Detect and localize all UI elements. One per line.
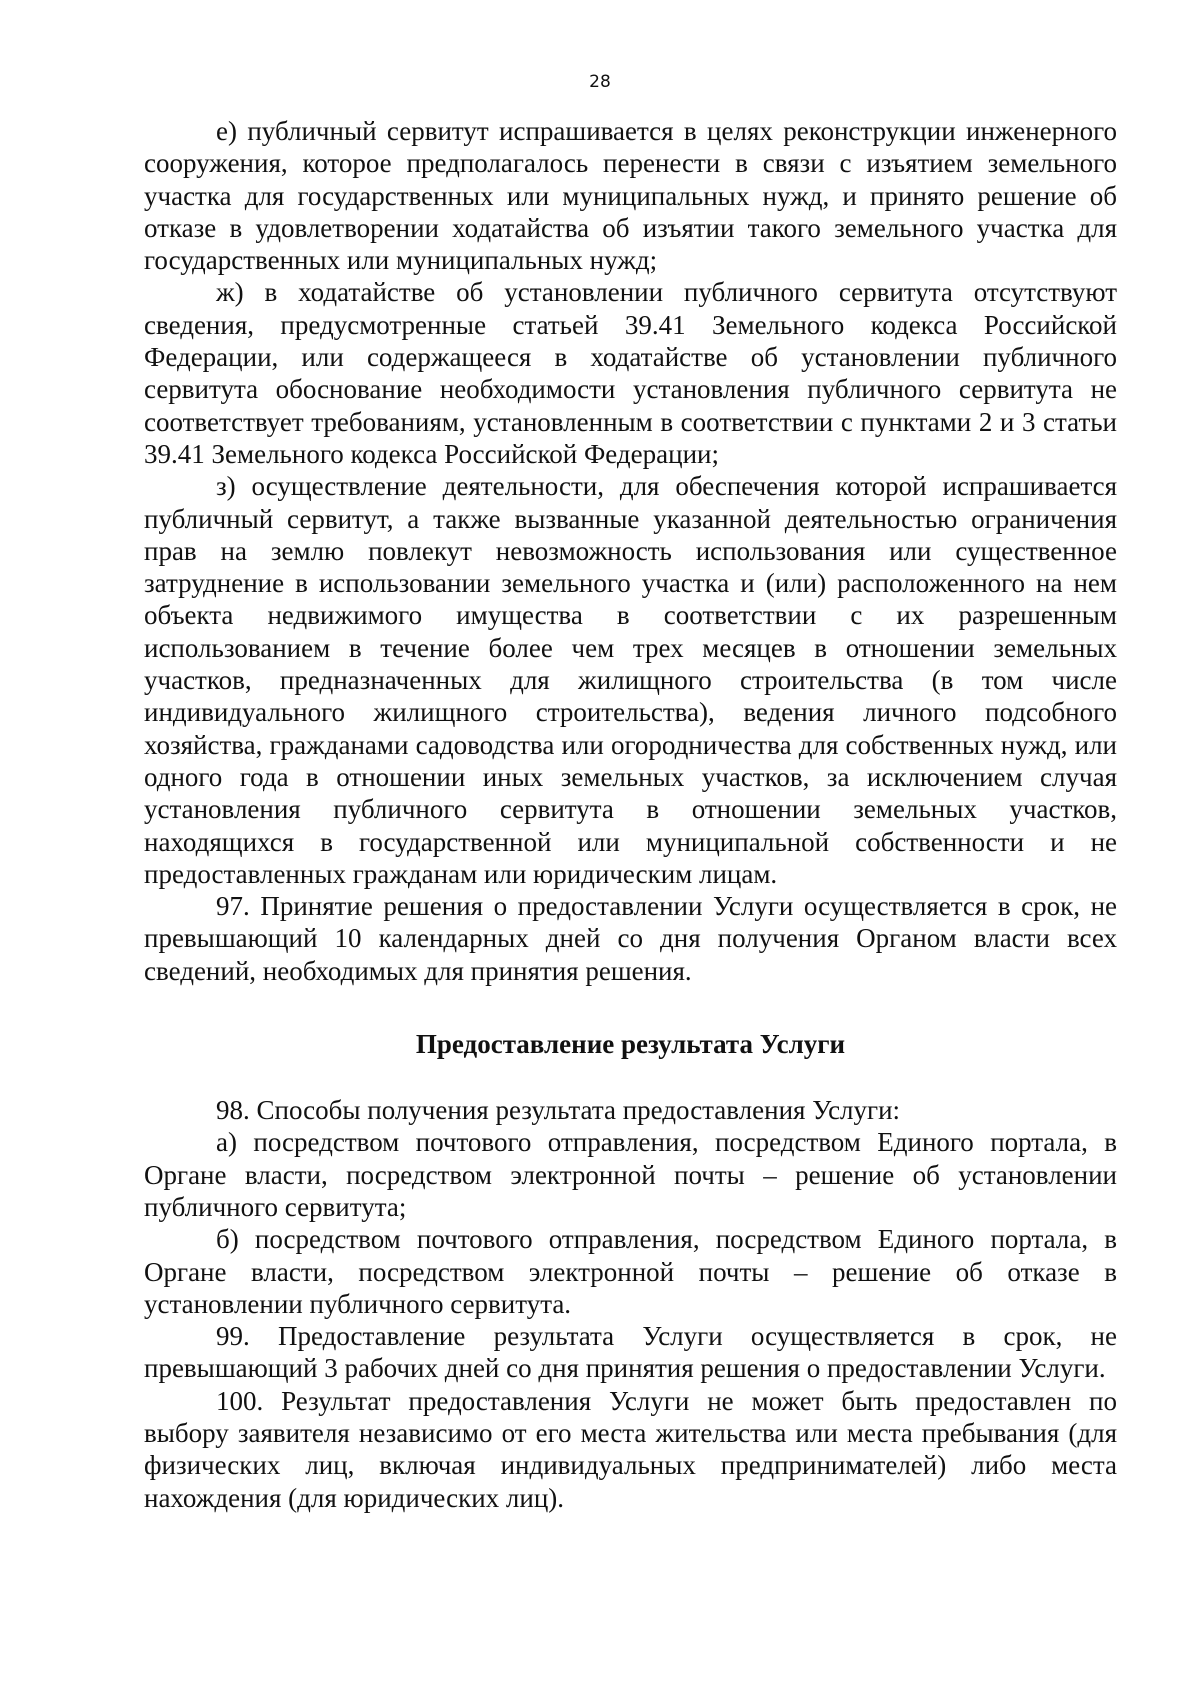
paragraph-97: 97. Принятие решения о предоставлении Услуги осуществляется в срок, не превышающий 10 календарных дней со дня получения Органом власти всех сведений, необходимых для принятия решения. (144, 891, 1117, 986)
spacer (144, 1060, 1117, 1094)
paragraph-item-zh: ж) в ходатайстве об установлении публичного сервитута отсутствуют сведения, предусмотренные статьей 39.41 Земельного кодекса Российской Федерации, или содержащееся в ходатайстве об установлении публичного сервитута обоснование необходимости установления публичного сервитута не соответствует требованиям, установленным в соответствии с пунктами 2 и 3 статьи 39.41 Земельного кодекса Российской Федерации; (144, 277, 1117, 469)
paragraph-98: 98. Способы получения результата предоставления Услуги: (216, 1095, 901, 1126)
page-number: 28 (589, 72, 611, 92)
paragraph-item-b: б) посредством почтового отправления, посредством Единого портала, в Органе власти, посредством электронной почты – решение об отказе в установлении публичного сервитута. (144, 1224, 1117, 1319)
paragraph-99: 99. Предоставление результата Услуги осуществляется в срок, не превышающий 3 рабочих дней со дня принятия решения о предоставлении Услуги. (144, 1321, 1117, 1384)
paragraph-100: 100. Результат предоставления Услуги не может быть предоставлен по выбору заявителя независимо от его места жительства или места пребывания (для физических лиц, включая индивидуальных предпринимателей) либо места нахождения (для юридических лиц). (144, 1385, 1117, 1513)
paragraph-item-a: а) посредством почтового отправления, посредством Единого портала, в Органе власти, посредством электронной почты – решение об установлении публичного сервитута; (144, 1127, 1117, 1222)
paragraph-item-e: е) публичный сервитут испрашивается в целях реконструкции инженерного сооружения, которое предполагалось перенести в связи с изъятием земельного участка для государственных или муниципальных нужд, и принято решение об отказе в удовлетворении ходатайства об изъятии такого земельного участка для государственных или муниципальных нужд; (144, 116, 1117, 276)
paragraph-item-z: з) осуществление деятельности, для обеспечения которой испрашивается публичный сервитут, а также вызванные указанной деятельностью ограничения прав на землю повлекут невозможность использования или существенное затруднение в использовании земельного участка и (или) расположенного на нем объекта недвижимого имущества в соответствии с их разрешенным использованием в течение более чем трех месяцев в отношении земельных участков, предназначенных для жилищного строительства (в том числе индивидуального жилищного строительства), ведения личного подсобного хозяйства, гражданами садоводства или огородничества для собственных нужд, или одного года в отношении иных земельных участков, за исключением случая установления публичного сервитута в отношении земельных участков, находящихся в государственной или муниципальной собственности и не предоставленных гражданам или юридическим лицам. (144, 471, 1117, 889)
section-heading: Предоставление результата Услуги (415, 1029, 846, 1060)
spacer (144, 987, 1117, 1028)
document-body (144, 115, 1117, 1514)
